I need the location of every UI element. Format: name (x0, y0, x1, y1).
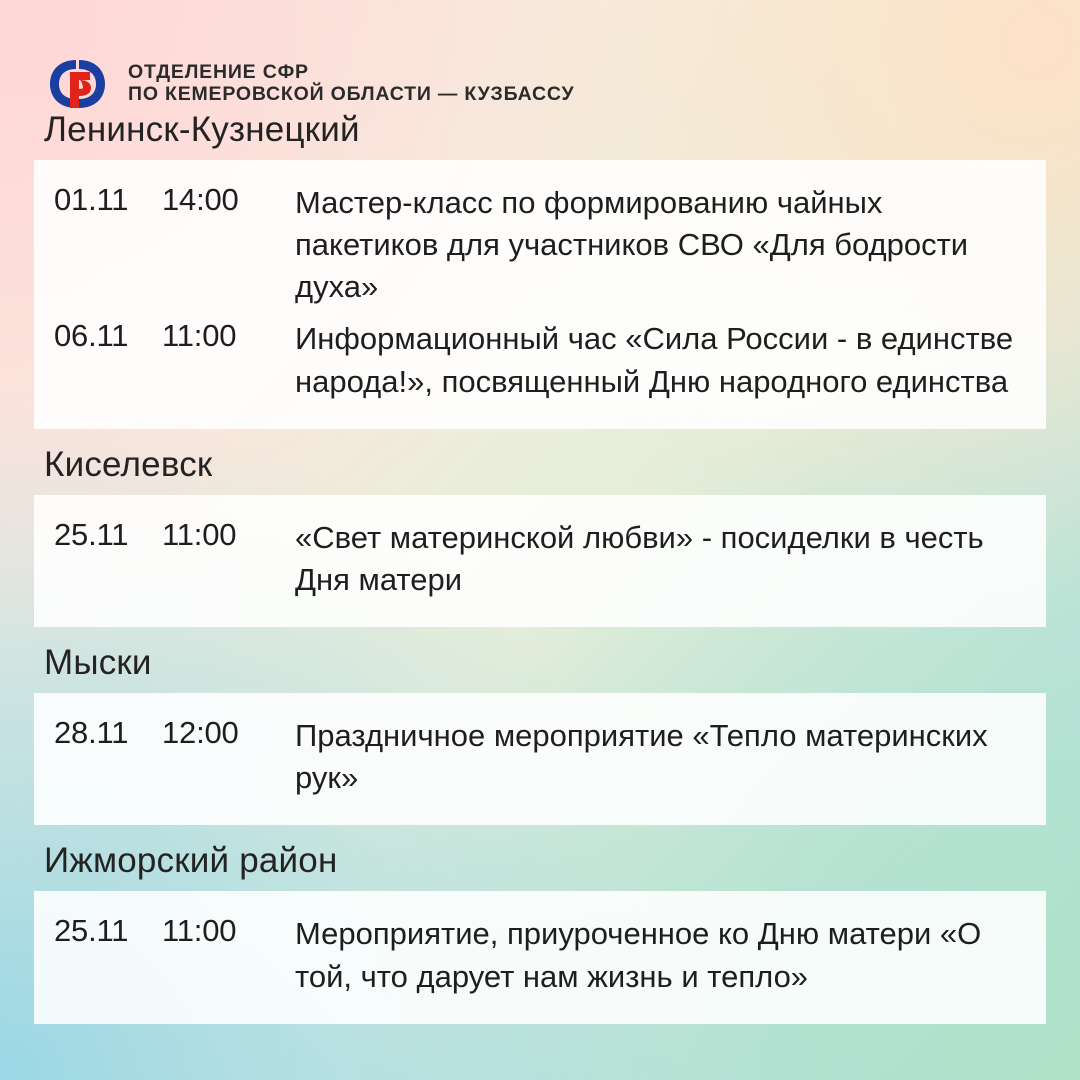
city-title: Ленинск-Кузнецкий (44, 110, 360, 149)
city-title: Мыски (44, 643, 152, 683)
event-date: 06.11 (54, 318, 129, 354)
event-date: 28.11 (54, 715, 129, 751)
event-description: Информационный час «Сила России - в единстве народа!», посвященный Дню народного единства (295, 321, 1014, 399)
logo-line-2: ПО КЕМЕРОВСКОЙ ОБЛАСТИ — КУЗБАССУ (128, 83, 575, 105)
event-row (54, 513, 1026, 607)
city-title: Ижморский район (44, 841, 338, 881)
event-time: 11:00 (162, 516, 237, 552)
events-card (34, 891, 1046, 1023)
event-time: 11:00 (162, 913, 237, 949)
event-description: Мастер-класс по формированию чайных пакетиков для участников СВО «Для бодрости духа» (295, 185, 969, 305)
events-card (34, 495, 1046, 627)
event-time: 12:00 (162, 715, 239, 751)
event-description: «Свет материнской любви» - посиделки в честь Дня матери (295, 519, 984, 597)
section-izhmorsky-rayon (34, 841, 1046, 1023)
section-leninsk-kuznetsky (34, 110, 1046, 429)
event-date: 25.11 (54, 913, 129, 949)
event-time: 11:00 (162, 318, 237, 354)
event-date: 01.11 (54, 182, 129, 217)
logo-line-1: ОТДЕЛЕНИЕ СФР (128, 61, 309, 84)
logo-text (128, 62, 574, 106)
event-row (54, 178, 1026, 314)
event-row (54, 711, 1026, 805)
city-title: Киселевск (44, 444, 213, 484)
event-description: Мероприятие, приуроченное ко Дню матери «О той, что дарует нам жизнь и тепло» (295, 916, 982, 994)
section-kiselevsk (34, 445, 1046, 627)
section-myski (34, 643, 1046, 825)
event-row (54, 909, 1026, 1003)
event-row (54, 314, 1026, 408)
event-date: 25.11 (54, 516, 129, 552)
event-description: Праздничное мероприятие «Тепло материнских рук» (295, 718, 988, 796)
events-card (34, 160, 1046, 429)
events-card (34, 693, 1046, 825)
sfr-logo-icon (46, 58, 114, 110)
header (34, 0, 1046, 110)
event-time: 14:00 (162, 182, 239, 217)
